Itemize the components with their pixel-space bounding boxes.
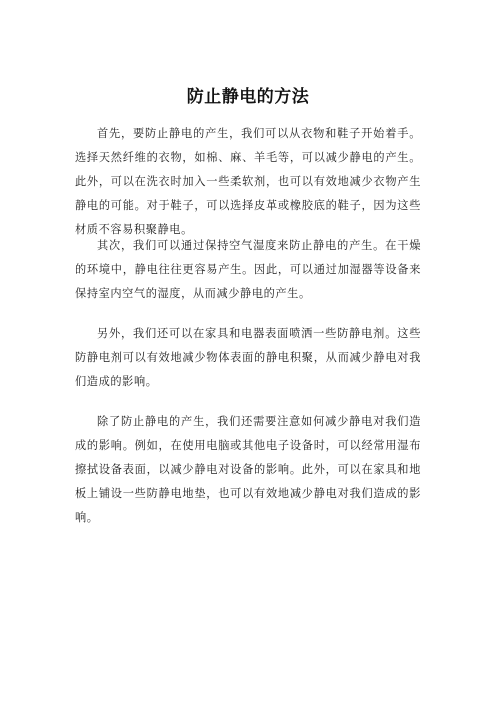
paragraph-2: 其次，我们可以通过保持空气湿度来防止静电的产生。在干燥的环境中，静电往往更容易产生。因此，可以通过加湿器等设备来保持室内空气的湿度，从而减少静电的产生。	[75, 239, 421, 300]
paragraph-1: 首先，要防止静电的产生，我们可以从衣物和鞋子开始着手。选择天然纤维的衣物，如棉、麻、羊毛等，可以减少静电的产生。此外，可以在洗衣时加入一些柔软剂，也可以有效地减少衣物产生静电的可能。对于鞋子，可以选择皮革或橡胶底的鞋子，因为这些材质不容易积聚静电。	[75, 127, 421, 236]
paragraph-4: 除了防止静电的产生，我们还需要注意如何减少静电对我们造成的影响。例如，在使用电脑或其他电子设备时，可以经常用湿布擦拭设备表面，以减少静电对设备的影响。此外，可以在家具和地板上铺设一些防静电地垫，也可以有效地减少静电对我们造成的影响。	[75, 415, 421, 524]
document-title: 防止静电的方法	[186, 87, 310, 107]
paragraph-3: 另外，我们还可以在家具和电器表面喷洒一些防静电剂。这些防静电剂可以有效地减少物体表面的静电积聚，从而减少静电对我们造成的影响。	[75, 327, 421, 388]
